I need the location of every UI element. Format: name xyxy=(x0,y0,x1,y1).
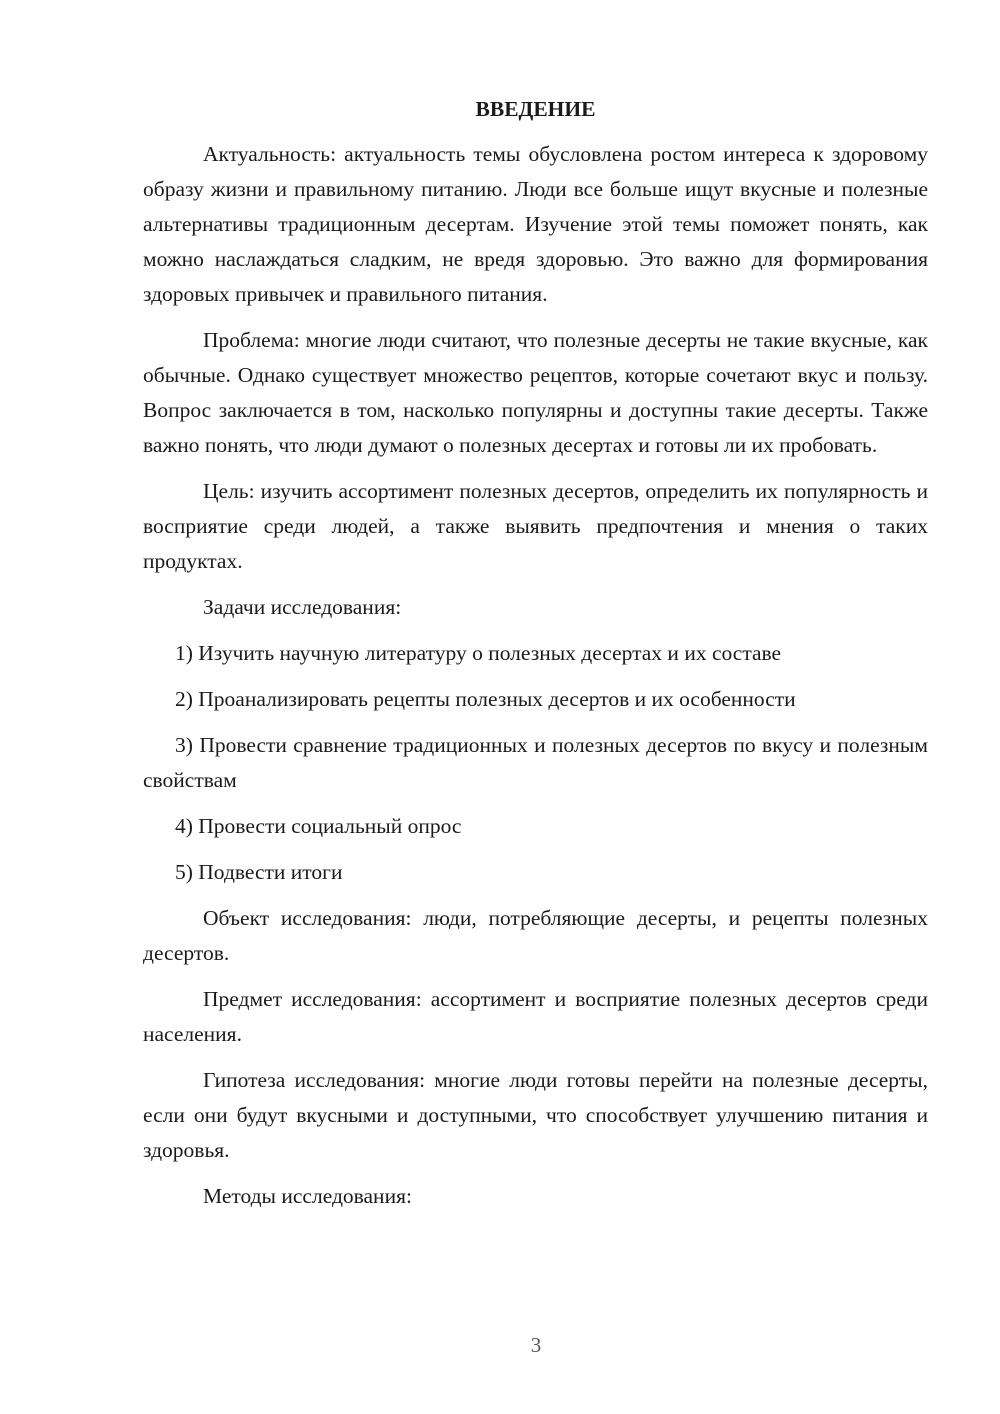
object-paragraph: Объект исследования: люди, потребляющие десерты, и рецепты полезных десертов. xyxy=(143,906,928,965)
task-item-4: 4) Провести социальный опрос xyxy=(175,814,462,838)
page-title: ВВЕДЕНИЕ xyxy=(475,97,596,121)
tasks-heading: Задачи исследования: xyxy=(203,595,402,619)
relevance-paragraph: Актуальность: актуальность темы обусловлена ростом интереса к здоровому образу жизни и правильному питанию. Люди все больше ищут вкусные и полезные альтернативы традиционным десертам. Изучение этой темы поможет понять, как можно наслаждаться сладким, не вредя здоровью. Это важно для формирования здоровых привычек и правильного питания. xyxy=(143,142,928,306)
problem-paragraph: Проблема: многие люди считают, что полезные десерты не такие вкусные, как обычные. Однако существует множество рецептов, которые сочетают вкус и пользу. Вопрос заключается в том, насколько популярны и доступны такие десерты. Также важно понять, что люди думают о полезных десертах и готовы ли их пробовать. xyxy=(143,328,928,457)
methods-heading: Методы исследования: xyxy=(203,1184,412,1208)
task-item-1: 1) Изучить научную литературу о полезных десертах и их составе xyxy=(175,641,782,665)
task-item-3: 3) Провести сравнение традиционных и полезных десертов по вкусу и полезным свойствам xyxy=(143,733,928,792)
hypothesis-paragraph: Гипотеза исследования: многие люди готовы перейти на полезные десерты, если они будут вкусными и доступными, что способствует улучшению питания и здоровья. xyxy=(143,1068,928,1162)
document-page xyxy=(143,92,928,1225)
task-item-2: 2) Проанализировать рецепты полезных десертов и их особенности xyxy=(175,687,796,711)
page-number: 3 xyxy=(530,1333,542,1357)
task-item-5: 5) Подвести итоги xyxy=(175,860,343,884)
subject-paragraph: Предмет исследования: ассортимент и восприятие полезных десертов среди населения. xyxy=(143,987,928,1046)
goal-paragraph: Цель: изучить ассортимент полезных десертов, определить их популярность и восприятие среди людей, а также выявить предпочтения и мнения о таких продуктах. xyxy=(143,479,928,573)
